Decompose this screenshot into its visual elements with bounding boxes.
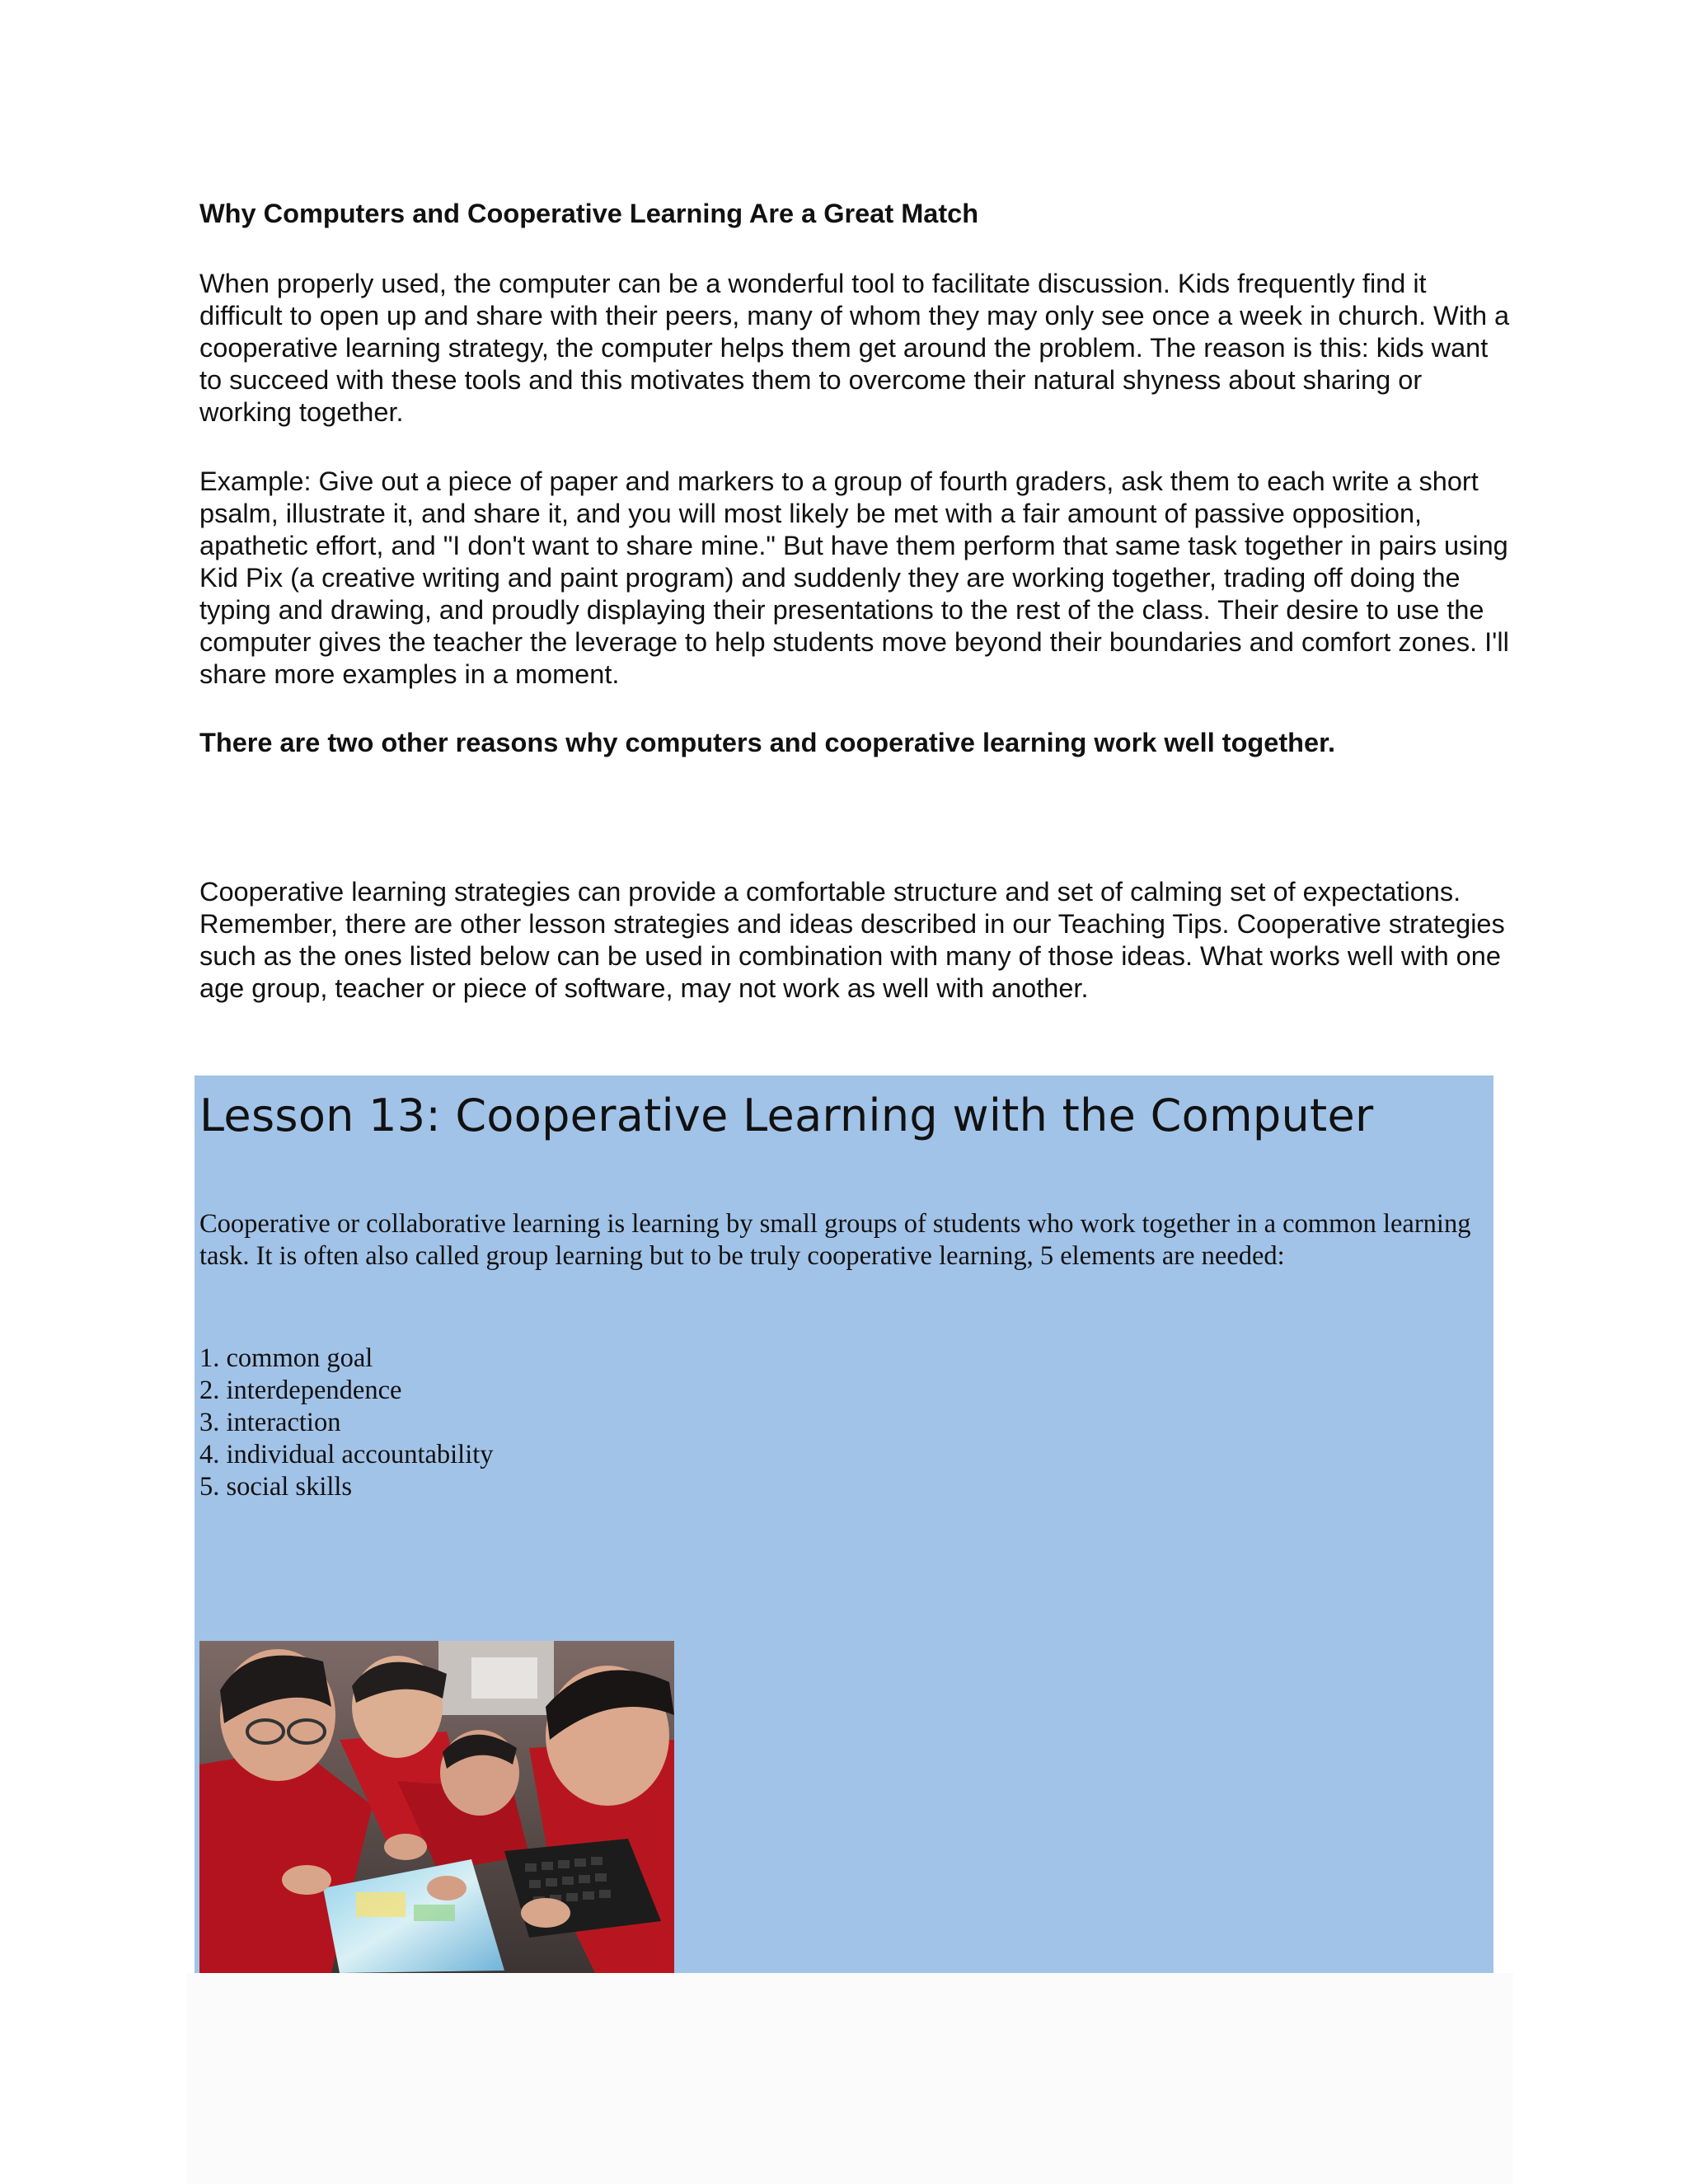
students-computer-photo [199,1641,674,1973]
paragraph-intro: When properly used, the computer can be a wonderful tool to facilitate discussion. Kids frequently find it difficult to open up and share with their peers, many of whom they may only see once a week in church. With a cooperative learning strategy, the computer helps them get around the problem. The reason is this: kids want to succeed with these tools and this motivates them to overcome their natural shyness about sharing or working together. [199,269,1510,427]
list-item: 3. interaction [199,1408,341,1437]
list-item: 2. interdependence [199,1376,402,1405]
photo-illustration [199,1641,674,1973]
lesson-intro: Cooperative or collaborative learning is learning by small groups of students who work together in a common learning task. It is often also called group learning but to be truly cooperative learning, 5 elements are needed: [199,1209,1471,1271]
bold-statement: There are two other reasons why computers and cooperative learning work well together. [199,728,1335,757]
article-title: Why Computers and Cooperative Learning Are a Great Match [199,199,979,228]
paragraph-strategies: Cooperative learning strategies can provide a comfortable structure and set of calming set of expectations. Remember, there are other lesson strategies and ideas described in our Teaching Tips. Cooperative strategies such as the ones listed below can be used in combination with many of those ideas. What works well with one age group, teacher or piece of software, may not work as well with another. [199,877,1505,1003]
list-item: 1. common goal [199,1343,373,1373]
page-bottom-margin [186,1973,1513,2184]
list-item: 4. individual accountability [199,1440,494,1469]
lesson-title: Lesson 13: Cooperative Learning with the Computer [199,1090,1374,1141]
paragraph-example: Example: Give out a piece of paper and markers to a group of fourth graders, ask them to each write a short psalm, illustrate it, and share it, and you will most likely be met with a fair amount of passive opposition, apathetic effort, and "I don't want to share mine." But have them perform that same task together in pairs using Kid Pix (a creative writing and paint program) and suddenly they are working together, trading off doing the typing and drawing, and proudly displaying their presentations to the rest of the class. Their desire to use the computer gives the teacher the leverage to help students move beyond their boundaries and comfort zones. I'll share more examples in a moment. [199,466,1509,689]
elements-list [199,1343,494,1503]
list-item: 5. social skills [199,1472,353,1502]
lesson-panel [195,1076,1493,1973]
